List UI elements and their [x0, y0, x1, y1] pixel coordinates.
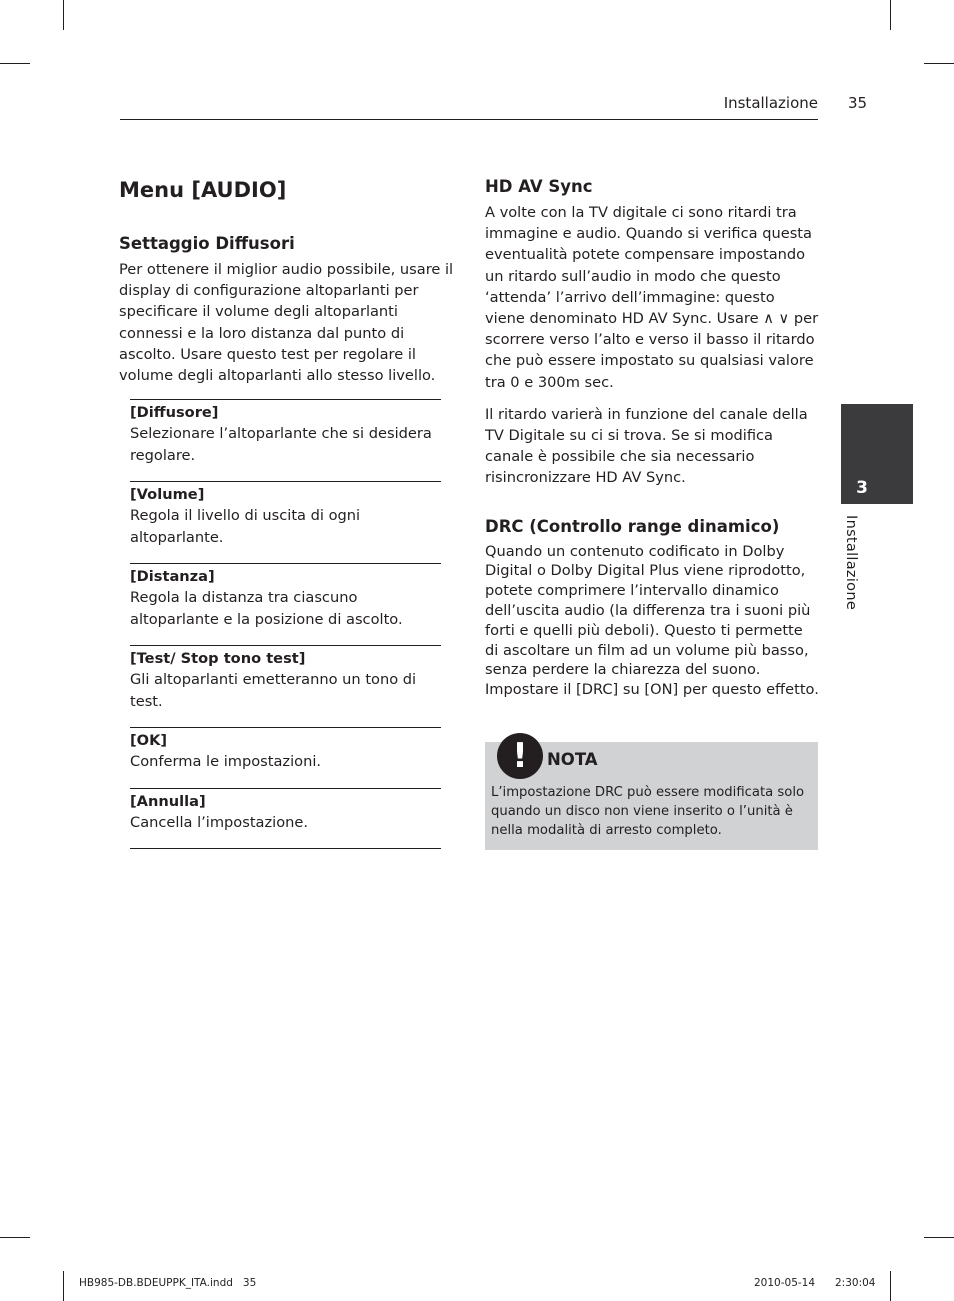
option-item — [130, 788, 441, 849]
option-item — [130, 727, 441, 788]
header-rule — [120, 119, 818, 120]
running-header-section: Installazione — [723, 94, 818, 112]
option-label: [OK] — [130, 732, 168, 750]
option-description: Gli altoparlanti emetteranno un tono di test. — [130, 671, 417, 710]
section-body-hd-av-sync-2: Il ritardo varierà in funzione del canale della TV Digitale su ci si trova. Se si modifica canale è possibile che sia necessario risincronizzare HD AV Sync. — [485, 405, 808, 487]
option-item — [130, 399, 441, 481]
page-title: Menu [AUDIO] — [119, 178, 287, 202]
section-body-speaker-setup: Per ottenere il miglior audio possibile, usare il display di configurazione altoparlanti per specificare il volume degli altoparlanti connessi e la loro distanza dal punto di ascolto. Usare questo test per regolare il volume degli altoparlanti allo stesso livello. — [119, 261, 454, 385]
option-label: [Volume] — [130, 486, 205, 504]
section-body-hd-av-sync: A volte con la TV digitale ci sono ritardi tra immagine e audio. Quando si verifica questa eventualità potete compensare impostando un ritardo sull’audio in modo che questo ‘attenda’ l’arrivo dell’immagine: questo viene denominato HD AV Sync. Usare ∧ ∨ per scorrere verso l’alto e verso il basso il ritardo che può essere impostato su qualsiasi valore tra 0 e 300m sec. — [485, 204, 819, 391]
chapter-tab — [841, 404, 913, 504]
option-description: Conferma le impostazioni. — [130, 753, 322, 771]
crop-mark — [63, 1271, 64, 1301]
footer-file: HB985-DB.BDEUPPK_ITA.indd 35 — [79, 1277, 257, 1289]
crop-mark — [890, 1271, 891, 1301]
crop-mark — [63, 0, 64, 30]
chapter-number: 3 — [856, 478, 868, 498]
options-list — [130, 399, 441, 849]
option-label: [Diffusore] — [130, 404, 219, 422]
crop-mark — [0, 63, 30, 64]
note-box — [485, 736, 818, 850]
page-number: 35 — [848, 94, 868, 112]
option-item — [130, 645, 441, 727]
option-label: [Annulla] — [130, 792, 206, 810]
exclamation-icon: ! — [497, 733, 543, 779]
crop-mark — [924, 1237, 954, 1238]
option-description: Selezionare l’altoparlante che si desidera regolare. — [130, 425, 432, 464]
option-item — [130, 481, 441, 563]
option-item — [130, 563, 441, 645]
footer-time: 2:30:04 — [835, 1277, 876, 1289]
crop-mark — [0, 1237, 30, 1238]
section-title-hd-av-sync: HD AV Sync — [485, 177, 593, 196]
section-title-drc: DRC (Controllo range dinamico) — [485, 516, 780, 536]
option-description: Regola la distanza tra ciascuno altoparlante e la posizione di ascolto. — [130, 589, 403, 628]
option-label: [Test/ Stop tono test] — [130, 650, 306, 668]
note-body: L’impostazione DRC può essere modificata solo quando un disco non viene inserito o l’unità è nella modalità di arresto completo. — [491, 785, 805, 838]
option-description: Cancella l’impostazione. — [130, 813, 309, 831]
crop-mark — [924, 63, 954, 64]
section-body-drc: Quando un contenuto codificato in Dolby Digital o Dolby Digital Plus viene riprodotto, potete comprimere l’intervallo dinamico dell’uscita audio (la differenza tra i suoni più forti e quelli più deboli). Questo ti permette di ascoltare un film ad un volume più basso, senza perdere la chiarezza del suono. Impostare il [DRC] su [ON] per questo effetto. — [485, 542, 819, 699]
left-column — [119, 176, 455, 849]
crop-mark — [890, 0, 891, 30]
right-column — [485, 176, 819, 700]
chapter-label: Installazione — [843, 515, 859, 611]
section-title-speaker-setup: Settaggio Diffusori — [119, 234, 295, 253]
option-label: [Distanza] — [130, 568, 215, 586]
option-description: Regola il livello di uscita di ogni altoparlante. — [130, 507, 361, 546]
footer-date: 2010-05-14 — [754, 1277, 816, 1289]
note-title: NOTA — [547, 750, 598, 769]
